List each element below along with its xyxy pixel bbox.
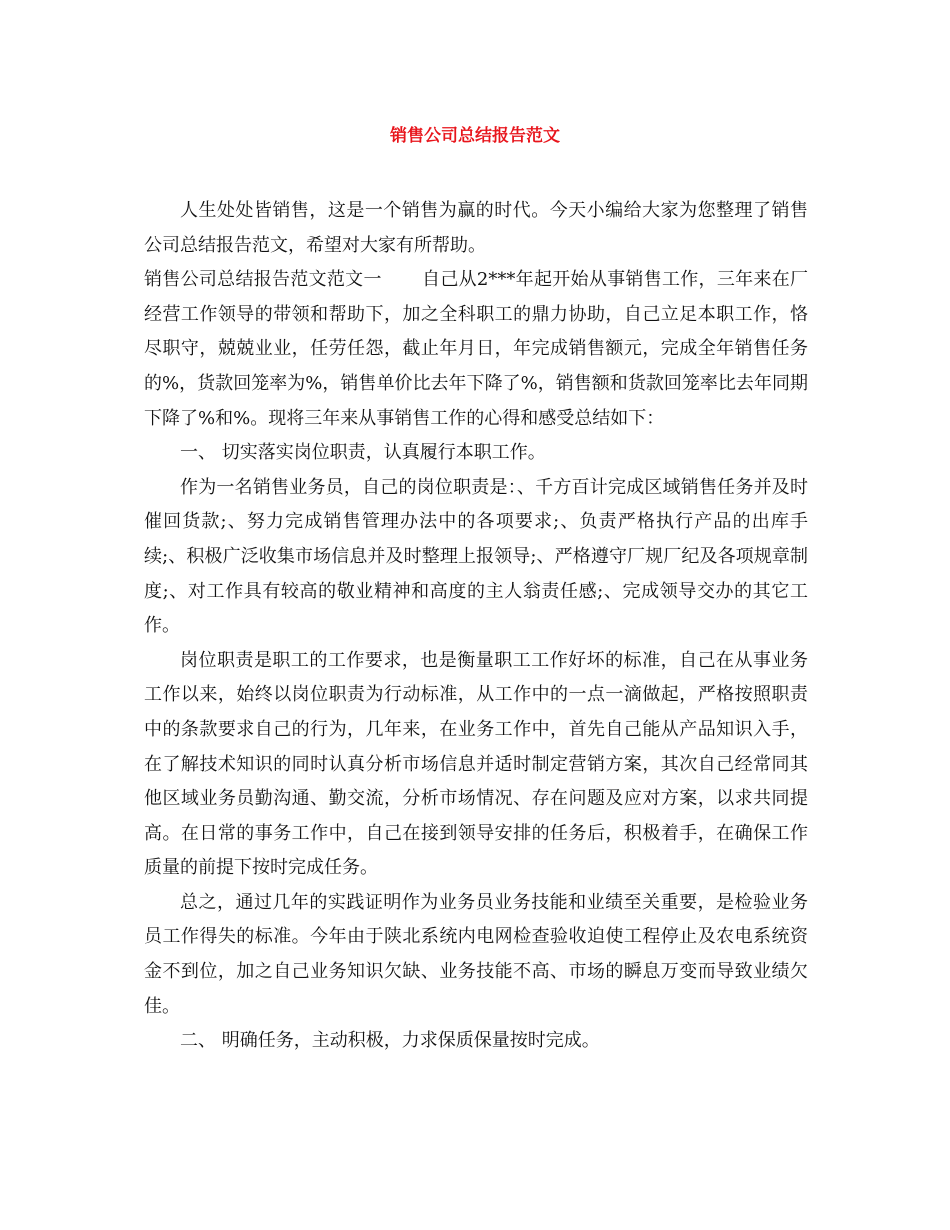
paragraph-sample-one xyxy=(144,263,808,436)
paragraph-summary: 总之，通过几年的实践证明作为业务员业务技能和业绩至关重要，是检验业务员工作得失的标准。今年由于陕北系统内电网检查验收迫使工程停止及农电系统资金不到位，加之自己业务知识欠缺、业务技能不高、市场的瞬息万变而导致业绩欠佳。 xyxy=(144,891,808,1017)
sample-text: 自己从2***年起开始从事销售工作，三年来在厂经营工作领导的带领和帮助下，加之全科职工的鼎力协助，自己立足本职工作，恪尽职守，兢兢业业，任劳任怨，截止年月日，年完成销售额元，完成全年销售任务的%，货款回笼率为%，销售单价比去年下降了%，销售额和货款回笼率比去年同期下降了%和%。现将三年来从事销售工作的心得和感受总结如下： xyxy=(144,269,809,429)
section-heading-one: 一、 切实落实岗位职责，认真履行本职工作。 xyxy=(180,442,546,464)
paragraph-responsibility: 岗位职责是职工的工作要求，也是衡量职工工作好坏的标准，自己在从事业务工作以来，始终以岗位职责为行动标准，从工作中的一点一滴做起，严格按照职责中的条款要求自己的行为，几年来，在业务工作中，首先自己能从产品知识入手，在了解技术知识的同时认真分析市场信息并适时制定营销方案，其次自己经常同其他区域业务员勤沟通、勤交流，分析市场情况、存在问题及应对方案，以求共同提高。在日常的事务工作中，自己在接到领导安排的任务后，积极着手，在确保工作质量的前提下按时完成任务。 xyxy=(144,649,808,879)
sample-heading: 销售公司总结报告范文范文一 xyxy=(144,269,382,291)
document-title: 销售公司总结报告范文 xyxy=(390,126,560,146)
paragraph-duties: 作为一名销售业务员，自己的岗位职责是：、千方百计完成区域销售任务并及时催回货款;、努力完成销售管理办法中的各项要求;、负责严格执行产品的出库手续;、积极广泛收集市场信息并及时整理上报领导;、严格遵守厂规厂纪及各项规章制度;、对工作具有较高的敬业精神和高度的主人翁责任感;、完成领导交办的其它工作。 xyxy=(144,476,808,637)
document-body xyxy=(144,194,808,1059)
paragraph-intro: 人生处处皆销售，这是一个销售为赢的时代。今天小编给大家为您整理了销售公司总结报告范文，希望对大家有所帮助。 xyxy=(144,200,808,256)
section-heading-two: 二、 明确任务，主动积极，力求保质保量按时完成。 xyxy=(180,1030,600,1052)
